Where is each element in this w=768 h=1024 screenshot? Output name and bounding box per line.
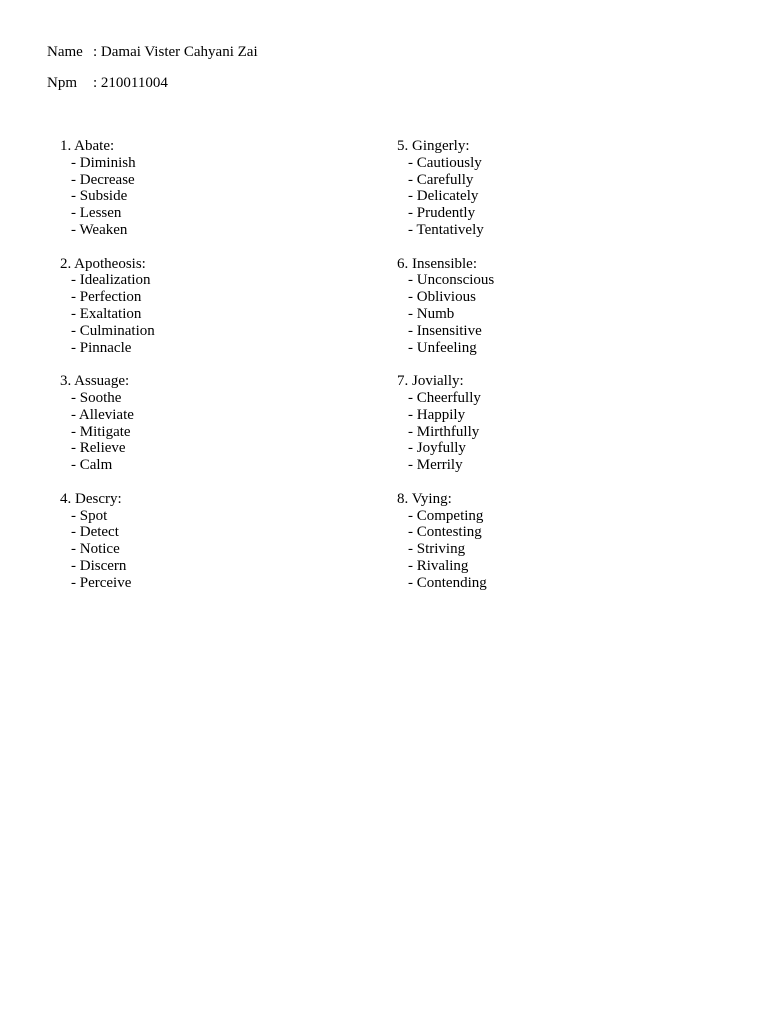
synonym-item: - Exaltation (71, 305, 142, 322)
entry-word: 6. Insensible: (397, 255, 477, 272)
synonym-item: - Happily (408, 406, 466, 423)
entry-word: 8. Vying: (397, 490, 452, 507)
synonym-item: - Perceive (71, 574, 132, 591)
student-npm-line (47, 75, 168, 92)
synonym-item: - Unfeeling (408, 339, 477, 356)
synonym-item: - Diminish (71, 154, 136, 171)
vocabulary-entry (397, 373, 494, 474)
synonym-item: - Unconscious (408, 272, 495, 289)
vocabulary-entry (60, 138, 155, 239)
synonym-item: - Contending (408, 574, 487, 591)
synonym-item: - Contesting (408, 524, 482, 541)
entry-word: 4. Descry: (60, 490, 122, 507)
name-value: : Damai Vister Cahyani Zai (93, 44, 258, 60)
synonym-list (60, 155, 155, 239)
synonym-item: - Delicately (408, 188, 479, 205)
synonym-item: - Numb (408, 305, 455, 322)
synonym-item: - Merrily (408, 457, 463, 474)
synonym-item: - Discern (71, 557, 127, 574)
synonym-item: - Detect (71, 524, 119, 541)
entry-word: 2. Apotheosis: (60, 255, 146, 272)
entry-word: 1. Abate: (60, 138, 115, 154)
vocabulary-column-left (60, 138, 155, 608)
synonym-item: - Mitigate (71, 423, 131, 440)
synonym-item: - Idealization (71, 272, 151, 289)
synonym-item: - Cautiously (408, 154, 482, 171)
synonym-item: - Relieve (71, 440, 126, 457)
synonym-item: - Cheerfully (408, 389, 481, 406)
synonym-item: - Striving (408, 541, 466, 558)
synonym-item: - Alleviate (71, 406, 134, 423)
synonym-item: - Culmination (71, 322, 155, 339)
synonym-item: - Notice (71, 541, 120, 558)
vocabulary-entry (60, 256, 155, 357)
npm-value: : 210011004 (93, 75, 168, 91)
entry-word: 7. Jovially: (397, 373, 464, 390)
synonym-item: - Joyfully (408, 440, 466, 457)
synonym-item: - Insensitive (408, 322, 482, 339)
vocabulary-entry (397, 491, 494, 592)
synonym-item: - Spot (71, 507, 108, 524)
vocabulary-entry (60, 373, 155, 474)
synonym-item: - Perfection (71, 289, 142, 306)
synonym-item: - Calm (71, 457, 113, 474)
synonym-item: - Rivaling (408, 557, 469, 574)
synonym-list (60, 508, 155, 592)
synonym-item: - Mirthfully (408, 423, 480, 440)
npm-label: Npm (47, 75, 77, 91)
vocabulary-entry (397, 256, 494, 357)
synonym-list (397, 272, 494, 356)
synonym-list (397, 155, 494, 239)
synonym-item: - Soothe (71, 389, 122, 406)
synonym-item: - Carefully (408, 171, 474, 188)
synonym-item: - Pinnacle (71, 339, 132, 356)
synonym-item: - Competing (408, 507, 484, 524)
entry-word: 3. Assuage: (60, 373, 130, 390)
synonym-item: - Oblivious (408, 289, 476, 306)
student-name-line (47, 44, 258, 61)
synonym-list (60, 272, 155, 356)
synonym-item: - Decrease (71, 171, 135, 188)
vocabulary-column-right (397, 138, 494, 608)
synonym-list (60, 390, 155, 474)
synonym-list (397, 508, 494, 592)
synonym-item: - Prudently (408, 205, 476, 222)
vocabulary-entry (60, 491, 155, 592)
synonym-item: - Weaken (71, 221, 128, 238)
synonym-item: - Subside (71, 188, 128, 205)
vocabulary-entry (397, 138, 494, 239)
synonym-list (397, 390, 494, 474)
entry-word: 5. Gingerly: (397, 138, 470, 154)
name-label: Name (47, 44, 83, 60)
synonym-item: - Tentatively (408, 221, 484, 238)
synonym-item: - Lessen (71, 205, 122, 222)
